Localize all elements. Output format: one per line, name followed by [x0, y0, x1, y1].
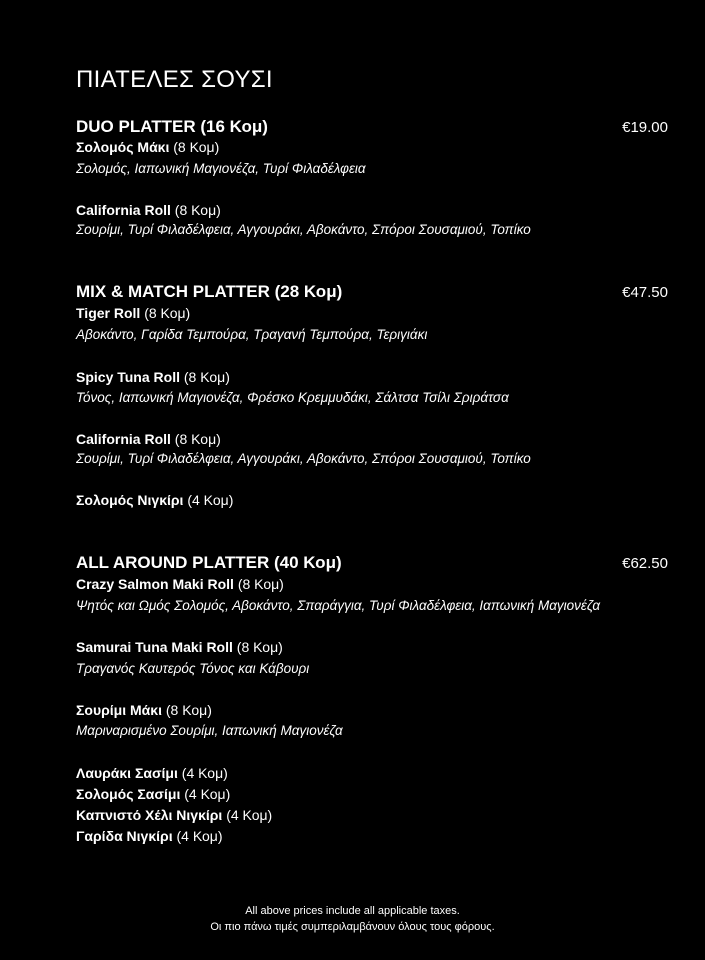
item-name: Σουρίμι Μάκι	[76, 702, 162, 718]
menu-item	[76, 574, 284, 594]
item-name: Σολομός Μάκι	[76, 139, 170, 155]
section-header-all-around	[76, 552, 668, 574]
item-name: Καπνιστό Χέλι Νιγκίρι	[76, 807, 223, 823]
item-quantity: (8 Κομ)	[179, 369, 230, 385]
item-name: Tiger Roll	[76, 305, 141, 321]
menu-item	[76, 763, 228, 783]
menu-item	[76, 367, 230, 387]
item-name: Γαρίδα Νιγκίρι	[76, 828, 173, 844]
section-header-duo	[76, 116, 668, 138]
item-quantity: (8 Κομ)	[170, 431, 221, 447]
item-description: Αβοκάντο, Γαρίδα Τεμπούρα, Τραγανή Τεμπούρα, Τεριγιάκι	[76, 327, 428, 342]
section-price: €19.00	[622, 118, 668, 136]
section-name: MIX & MATCH PLATTER (28 Κομ)	[76, 282, 343, 301]
item-name: Λαυράκι Σασίμι	[76, 765, 178, 781]
menu-item	[76, 490, 233, 510]
footer-tax-note-gr: Οι πιο πάνω τιμές συμπεριλαμβάνουν όλους τους φόρους.	[210, 921, 495, 933]
item-quantity: (4 Κομ)	[183, 492, 234, 508]
item-description: Σολομός, Ιαπωνική Μαγιονέζα, Τυρί Φιλαδέλφεια	[76, 161, 366, 176]
item-name: Σολομός Σασίμι	[76, 786, 181, 802]
item-description: Μαριναρισμένο Σουρίμι, Ιαπωνική Μαγιονέζα	[76, 723, 343, 738]
item-description: Τόνος, Ιαπωνική Μαγιονέζα, Φρέσκο Κρεμμυδάκι, Σάλτσα Τσίλι Σριράτσα	[76, 390, 509, 405]
item-quantity: (8 Κομ)	[233, 576, 284, 592]
menu-item	[76, 784, 230, 804]
menu-item	[76, 700, 212, 720]
menu-item	[76, 637, 283, 657]
item-quantity: (4 Κομ)	[222, 807, 273, 823]
item-quantity: (8 Κομ)	[170, 202, 221, 218]
menu-item	[76, 200, 221, 220]
section-price: €62.50	[622, 554, 668, 572]
item-quantity: (8 Κομ)	[169, 139, 220, 155]
item-description: Σουρίμι, Τυρί Φιλαδέλφεια, Αγγουράκι, Αβοκάντο, Σπόροι Σουσαμιού, Τοπίκο	[76, 451, 531, 466]
footer-tax-note-en: All above prices include all applicable taxes.	[245, 905, 460, 917]
item-name: California Roll	[76, 202, 171, 218]
item-quantity: (8 Κομ)	[140, 305, 191, 321]
menu-item	[76, 805, 272, 825]
section-name: ALL AROUND PLATTER (40 Κομ)	[76, 553, 342, 572]
item-name: Crazy Salmon Maki Roll	[76, 576, 234, 592]
item-quantity: (4 Κομ)	[172, 828, 223, 844]
item-name: Samurai Tuna Maki Roll	[76, 639, 233, 655]
item-description: Σουρίμι, Τυρί Φιλαδέλφεια, Αγγουράκι, Αβοκάντο, Σπόροι Σουσαμιού, Τοπίκο	[76, 222, 531, 237]
section-name: DUO PLATTER (16 Κομ)	[76, 117, 268, 136]
menu-item	[76, 303, 190, 323]
item-description: Τραγανός Καυτερός Τόνος και Κάβουρι	[76, 661, 310, 676]
item-name: Spicy Tuna Roll	[76, 369, 180, 385]
section-header-mix-match	[76, 281, 668, 303]
item-quantity: (4 Κομ)	[180, 786, 231, 802]
section-price: €47.50	[622, 283, 668, 301]
menu-item	[76, 826, 223, 846]
item-quantity: (4 Κομ)	[177, 765, 228, 781]
item-name: California Roll	[76, 431, 171, 447]
page-title: ΠΙΑΤΕΛΕΣ ΣΟΥΣΙ	[76, 66, 273, 93]
menu-item	[76, 429, 221, 449]
menu-item	[76, 137, 219, 157]
item-quantity: (8 Κομ)	[232, 639, 283, 655]
item-name: Σολομός Νιγκίρι	[76, 492, 184, 508]
item-description: Ψητός και Ωμός Σολομός, Αβοκάντο, Σπαράγγια, Τυρί Φιλαδέλφεια, Ιαπωνική Μαγιονέζα	[76, 598, 601, 613]
item-quantity: (8 Κομ)	[161, 702, 212, 718]
